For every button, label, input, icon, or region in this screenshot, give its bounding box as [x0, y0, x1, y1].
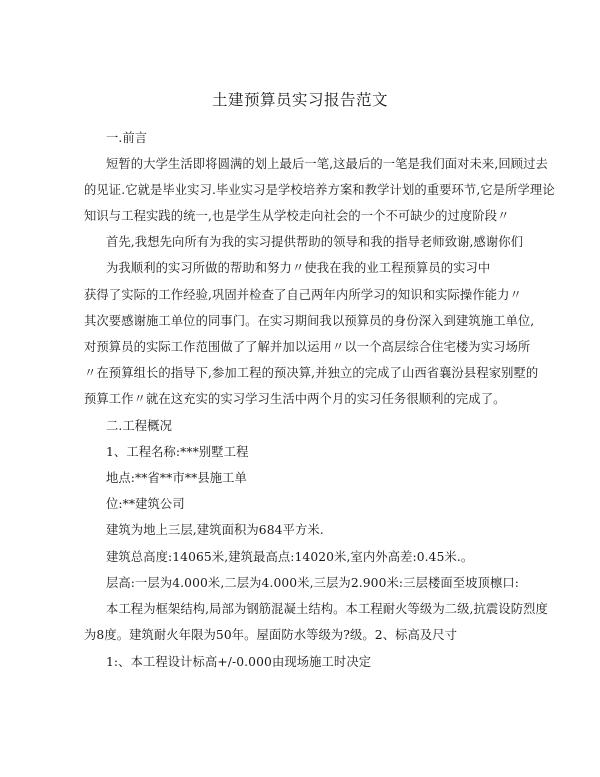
paragraph-line: 首先,我想先向所有为我的实习提供帮助的领导和我的指导老师致谢,感谢你们	[106, 235, 524, 249]
section-heading-preface: 一.前言	[106, 131, 148, 145]
project-name: 1、工程名称:***别墅工程	[106, 445, 249, 459]
paragraph-line: 短暂的大学生活即将圆满的划上最后一笔,这最后的一笔是我们面对未来,回顾过去	[106, 157, 548, 171]
paragraph-line: 获得了实际的工作经验,巩固并检查了自己两年内所学习的知识和实际操作能力〃	[84, 288, 522, 302]
elevation-note: 1:、本工程设计标高+/-0.000由现场施工时决定	[106, 655, 372, 669]
paragraph-line: 〃在预算组长的指导下,参加工程的预决算,并独立的完成了山西省襄汾县程家别墅的	[84, 366, 539, 380]
building-area: 建筑为地上三层,建筑面积为684平方米.	[106, 523, 324, 537]
structure-description: 本工程为框架结构,局部为钢筋混凝土结构。本工程耐火等级为二级,抗震设防烈度	[106, 602, 548, 616]
paragraph-line: 知识与工程实践的统一,也是学生从学校走向社会的一个不可缺少的过度阶段〃	[84, 209, 510, 223]
project-location: 地点:**省**市**县施工单	[106, 471, 247, 485]
project-contractor: 位:**建筑公司	[106, 497, 185, 511]
structure-description-cont: 为8度。建筑耐火年限为50年。屋面防水等级为?级。2、标高及尺寸	[84, 628, 458, 642]
paragraph-line: 预算工作〃就在这充实的实习学习生活中两个月的实习任务很顺利的完成了。	[84, 392, 506, 406]
document-title: 土建预算员实习报告范文	[211, 91, 388, 109]
paragraph-line: 对预算员的实际工作范围做了了解并加以运用〃以一个高层综合住宅楼为实习场所	[84, 340, 531, 354]
floor-heights: 层高:一层为4.000米,二层为4.000米,三层为2.900米:三层楼面至坡顶檩口:	[106, 576, 519, 590]
paragraph-line: 的见证.它就是毕业实习.毕业实习是学校培养方案和教学计划的重要环节,它是所学理论	[84, 183, 555, 197]
paragraph-line: 其次要感谢施工单位的同事门。在实习期间我以预算员的身份深入到建筑施工单位,	[84, 314, 535, 328]
paragraph-line: 为我顺利的实习所做的帮助和努力〃使我在我的业工程预算员的实习中	[106, 261, 491, 275]
section-heading-overview: 二.工程概况	[106, 419, 172, 433]
building-height: 建筑总高度:14065米,建筑最高点:14020米,室内外高差:0.45米.。	[106, 550, 474, 564]
